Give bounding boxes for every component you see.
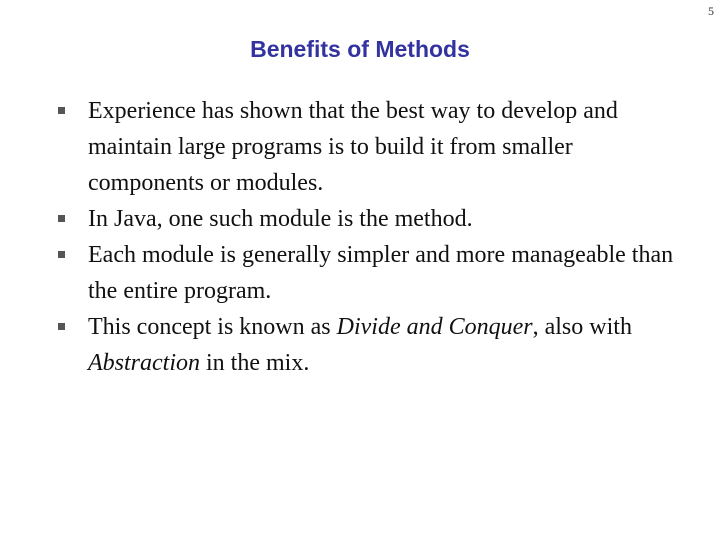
- square-bullet-icon: [58, 323, 65, 330]
- slide-title: Benefits of Methods: [250, 36, 470, 62]
- bullet-item: [58, 237, 678, 309]
- bullet-text: Experience has shown that the best way to develop and maintain large programs is to build it from smaller components or modules.: [88, 98, 618, 196]
- square-bullet-icon: [58, 215, 65, 222]
- emphasis-abstraction: Abstraction: [88, 350, 200, 376]
- bullet-text: In Java, one such module is the method.: [88, 206, 473, 232]
- square-bullet-icon: [58, 107, 65, 114]
- bullet-text-part: in the mix.: [200, 350, 310, 376]
- bullet-text-part: This concept is known as: [88, 314, 337, 340]
- bullet-item: [58, 201, 678, 237]
- square-bullet-icon: [58, 251, 65, 258]
- bullet-text-part: , also with: [532, 314, 632, 340]
- bullet-text: Each module is generally simpler and more manageable than the entire program.: [88, 242, 674, 304]
- page-number: 5: [708, 4, 714, 18]
- bullet-list: [58, 93, 678, 381]
- bullet-item: [58, 309, 678, 381]
- emphasis-divide-and-conquer: Divide and Conquer: [336, 314, 533, 340]
- bullet-item: [58, 93, 678, 201]
